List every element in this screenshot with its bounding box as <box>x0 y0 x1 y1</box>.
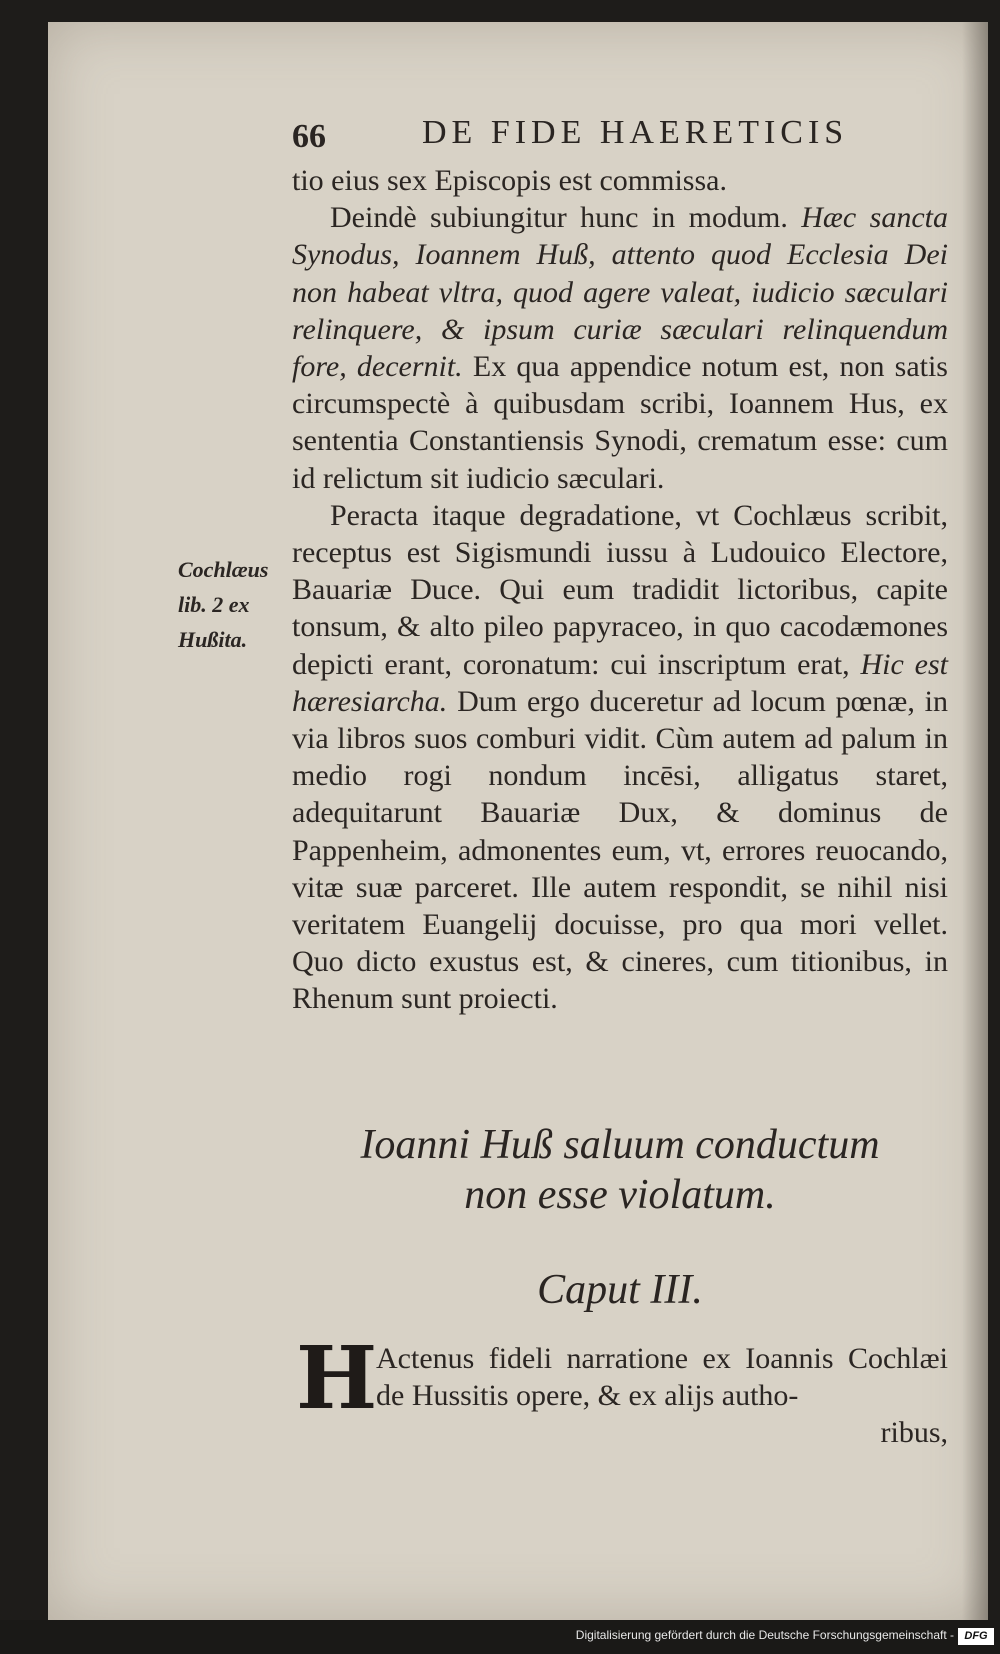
chapter-opening-text: Actenus fideli narratione ex Ioannis Cochlæi de Hussitis opere, & ex alijs autho- <box>376 1342 948 1412</box>
chapter-opening-continuation: ribus, <box>880 1416 948 1449</box>
digitization-footer <box>0 1620 1000 1654</box>
synod-decree-quote: Hæc sancta Synodus, Ioannem Huß, attento quod Ecclesia Dei non habeat vltra, quod agere valeat, iudicio sæculari relinquere, & ipsum curiæ sæculari relinquendum fore, decernit. <box>292 201 948 384</box>
drop-cap-initial: H <box>296 1328 378 1429</box>
main-text <box>292 162 948 1018</box>
inscription-quote: Hic est hæresiarcha. <box>292 647 948 718</box>
book-page <box>48 22 988 1620</box>
dfg-logo-icon: DFG <box>958 1628 994 1645</box>
paragraph-synod-commentary: Ex qua appendice notum est, non satis circumspectè à quibusdam scribi, Ioannem Hus, ex sententia Constantiensis Synodi, crematum esse: cum id relictum sit iudicio sæculari. <box>292 350 948 495</box>
marginal-note <box>178 552 290 657</box>
paragraph-continuation: tio eius sex Episcopis est commissa. <box>292 164 727 197</box>
paragraph-execution <box>292 497 948 1018</box>
page-number: 66 <box>292 118 326 155</box>
chapter-heading <box>292 1120 948 1220</box>
marginal-note-line-2: lib. 2 ex <box>178 592 250 617</box>
paragraph-execution-narrative: Dum ergo duceretur ad locum pœnæ, in via libros suos comburi vidit. Cùm autem ad palum in medio rogi nondum incēsi, alligatus staret, adequitarunt Bauariæ Dux, & dominus de Pappenheim, admonentes eum, vt, errores reuocando, vitæ suæ parceret. Ille autem respondit, se nihil nisi veritatem Euangelij docuisse, pro qua mori vellet. Quo dicto exustus est, & cineres, cum titionibus, in Rhenum sunt proiecti. <box>292 684 948 1016</box>
funding-credit: Digitalisierung gefördert durch die Deutsche Forschungsgemeinschaft - <box>575 1628 954 1642</box>
marginal-note-line-1: Cochlæus <box>178 557 269 582</box>
paragraph-synod-decree <box>292 199 948 497</box>
running-head <box>292 108 942 158</box>
chapter-number: Caput III. <box>537 1267 703 1313</box>
chapter-opening <box>292 1328 948 1460</box>
running-head-title: DE FIDE HAERETICIS <box>422 114 849 151</box>
paragraph-synod-intro: Deindè subiungitur hunc in modum. <box>330 201 802 235</box>
marginal-note-line-3: Hußita. <box>178 627 248 652</box>
paragraph-execution-intro: Peracta itaque degradatione, vt Cochlæus scribit, receptus est Sigismundi iussu à Ludouico Electore, Bauariæ Duce. Qui eum tradidit lictoribus, capite tonsum, & alto pileo papyraceo, in quo cacodæmones depicti erant, coronatum: cui inscriptum erat, <box>292 498 948 681</box>
chapter-heading-line-1: Ioanni Huß saluum conductum <box>360 1122 880 1168</box>
chapter-heading-line-2: non esse violatum. <box>464 1172 776 1218</box>
